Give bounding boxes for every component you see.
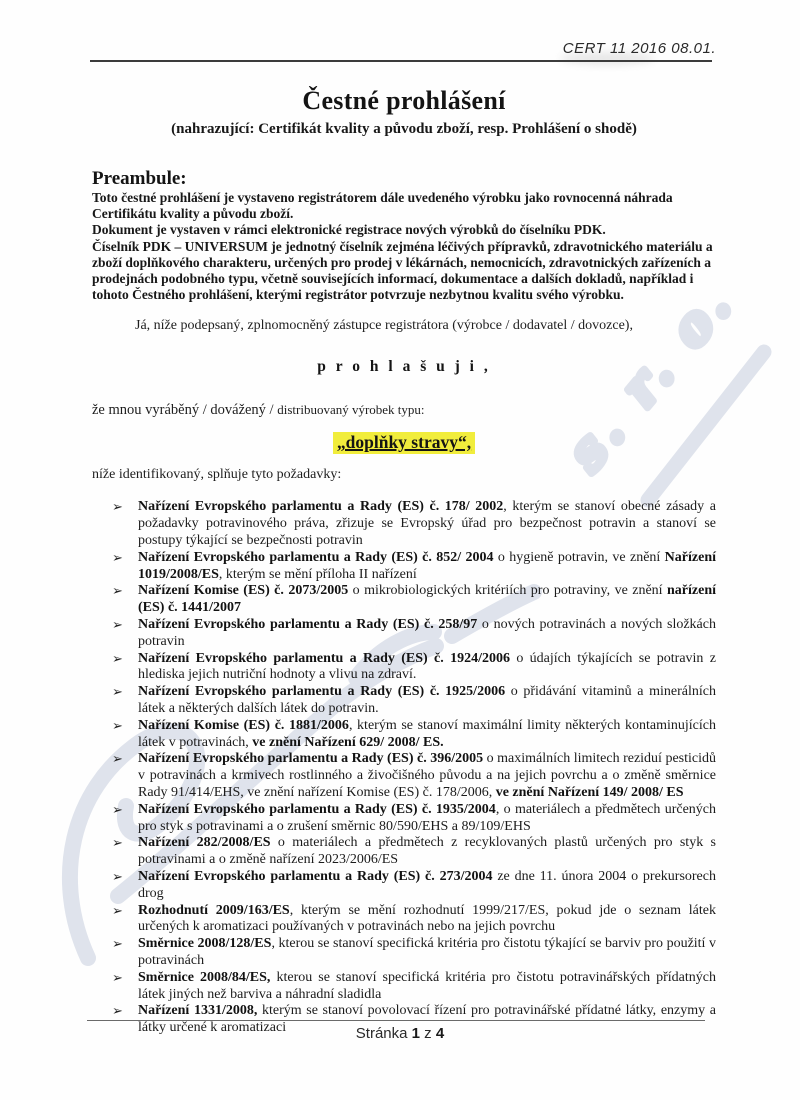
document-code: CERT 11 2016 08.01. xyxy=(562,40,716,57)
arrow-bullet-icon: ➢ xyxy=(112,684,123,700)
arrow-bullet-icon: ➢ xyxy=(112,936,123,952)
watermark-text: s. r. o. xyxy=(555,271,747,483)
requirement-text: o materiálech a předmětech z recyklovaných plastů určených pro styk s potravinami a o změně nařízení 2023/2006/ES xyxy=(138,835,716,868)
requirement-text: kterým se stanoví povolovací řízení pro potravinářské přídatné látky, enzymy a látky určené k aromatizaci xyxy=(138,1003,716,1036)
requirement-text: , o materiálech a předmětech určených pro styk s potravinami a o zrušení směrnic 80/590/EHS a 89/109/EHS xyxy=(138,801,716,834)
arrow-bullet-icon: ➢ xyxy=(112,801,123,817)
requirement-text: , kterým se mění rozhodnutí 1999/217/ES, pokud jde o seznam látek určených k aromatizaci používaných v potravinách nebo na jejich povrchu xyxy=(138,902,716,935)
product-line xyxy=(92,402,716,419)
requirement-text: o nových potravinách a nových složkách potravin xyxy=(138,617,716,649)
requirement-item xyxy=(112,583,716,617)
requirement-text: , kterým se mění příloha II nařízení xyxy=(218,566,417,582)
regulation-reference: Směrnice 2008/84/ES, xyxy=(138,969,271,985)
requirement-item xyxy=(112,499,716,549)
product-line-secondary: distribuovaný výrobek typu: xyxy=(277,402,425,418)
declarant-line: Já, níže podepsaný, zplnomocněný zástupce registrátora (výrobce / dodavatel / dovozce), xyxy=(135,318,633,334)
requirement-text: , kterým se stanoví obecné zásady a požadavky potravinového práva, zřizuje se Evropský úřad pro bezpečnost potravin a stanoví se postupy týkající se bezpečnosti potravin xyxy=(138,499,716,549)
regulation-reference: Směrnice 2008/128/ES xyxy=(138,936,272,952)
requirement-item xyxy=(112,903,716,937)
header-rule xyxy=(90,60,712,62)
regulation-reference: Nařízení 1019/2008/ES xyxy=(138,549,716,582)
requirement-text: o údajích týkajících se potravin z hlediska jejich nutriční hodnoty a vlivu na zdraví. xyxy=(138,650,716,683)
requirement-item xyxy=(112,718,716,752)
regulation-reference: Nařízení Evropského parlamentu a Rady (ES) č. 1935/2004 xyxy=(138,801,496,817)
requirement-item xyxy=(112,651,716,685)
requirement-text: Stránka xyxy=(355,1025,412,1042)
requirement-item xyxy=(112,751,716,801)
regulation-reference: Nařízení Evropského parlamentu a Rady (ES) č. 178/ 2002 xyxy=(138,499,504,515)
requirement-item xyxy=(112,617,716,651)
regulation-reference: Nařízení Evropského parlamentu a Rady (ES) č. 396/2005 xyxy=(138,751,484,767)
regulation-reference: Nařízení Komise (ES) č. 1881/2006 xyxy=(138,717,349,733)
regulation-reference: Nařízení Evropského parlamentu a Rady (ES) č. 1925/2006 xyxy=(138,684,506,700)
requirement-text: o maximálních limitech reziduí pesticidů v potravinách a krmivech rostlinného a živočišného původu a na jejich povrchu a o změně směrnice Rady 91/414/EHS, ve znění nařízení Komise (ES) č. 178/2006, xyxy=(138,751,716,800)
requirement-item xyxy=(112,684,716,718)
footer-rule xyxy=(87,1020,705,1021)
product-type-highlight: „doplňky stravy“, xyxy=(333,432,475,454)
regulation-reference: Nařízení Evropského parlamentu a Rady (ES) č. 273/2004 xyxy=(138,868,493,884)
preamble-heading: Preambule: xyxy=(92,168,187,189)
regulation-reference: Nařízení Komise (ES) č. 2073/2005 xyxy=(138,583,349,599)
regulation-reference: Nařízení Evropského parlamentu a Rady (ES) č. 258/97 xyxy=(138,617,478,632)
arrow-bullet-icon: ➢ xyxy=(112,1003,123,1019)
requirement-text: o hygieně potravin, ve znění xyxy=(493,549,665,565)
requirements-intro: níže identifikovaný, splňuje tyto požadavky: xyxy=(92,467,342,483)
requirement-text: , kterou se stanoví specifická kritéria pro čistotu týkající se barviv pro použití v potravinách xyxy=(138,936,716,968)
requirement-text: z xyxy=(420,1025,436,1042)
preamble-paragraph: Dokument je vystaven v rámci elektronické registrace nových výrobků do číselníku PDK. xyxy=(92,222,606,238)
regulation-reference: Nařízení Evropského parlamentu a Rady (ES) č. 1924/2006 xyxy=(138,650,510,666)
product-line-main: že mnou vyráběný / dovážený / xyxy=(92,402,278,419)
regulation-reference: Rozhodnutí 2009/163/ES xyxy=(138,902,290,918)
arrow-bullet-icon: ➢ xyxy=(112,751,123,767)
preamble-paragraph: Číselník PDK – UNIVERSUM je jednotný číselník zejména léčivých přípravků, zdravotnického materiálu a zboží doplňkového charakteru, určených pro prodej v lékárnách, nemocnicích, zdravotnických zařízeních a prodejnách podobného typu, včetně souvisejících informací, dokumentace a dalších dokladů, například i tohoto Čestného prohlášení, kterými registrátor potvrzuje nezbytnou kvalitu svého výrobku. xyxy=(92,238,713,303)
arrow-bullet-icon: ➢ xyxy=(112,868,123,884)
requirement-item xyxy=(112,936,716,970)
arrow-bullet-icon: ➢ xyxy=(112,499,123,515)
arrow-bullet-icon: ➢ xyxy=(112,583,123,599)
arrow-bullet-icon: ➢ xyxy=(112,617,123,632)
requirement-text: o přidávání vitaminů a minerálních látek a některých dalších látek do potravin. xyxy=(138,684,716,716)
declaration-verb: p r o h l a š u j i , xyxy=(317,358,491,376)
regulation-reference: 4 xyxy=(435,1025,445,1042)
product-type-row xyxy=(92,432,716,454)
arrow-bullet-icon: ➢ xyxy=(112,969,123,985)
requirements-list xyxy=(92,499,716,1037)
requirement-item xyxy=(112,869,716,903)
regulation-reference: Nařízení 282/2008/ES xyxy=(138,835,271,851)
arrow-bullet-icon: ➢ xyxy=(112,549,123,565)
requirement-text: ze dne 11. února 2004 o prekursorech drog xyxy=(138,868,716,901)
requirement-text: o mikrobiologických kritériích pro potraviny, ve znění xyxy=(348,583,667,599)
requirement-text: kterou se stanoví specifická kritéria pro čistotu potravinářských přídatných látek jiných než barviva a náhradní sladidla xyxy=(138,969,716,1002)
requirement-item xyxy=(112,970,716,1004)
requirement-item xyxy=(112,550,716,584)
arrow-bullet-icon: ➢ xyxy=(112,717,123,733)
regulation-reference: Nařízení Evropského parlamentu a Rady (ES) č. 852/ 2004 xyxy=(138,549,494,565)
requirement-item xyxy=(112,835,716,869)
regulation-reference: ve znění Nařízení 149/ 2008/ ES xyxy=(495,784,684,800)
page-footer xyxy=(0,1020,800,1042)
regulation-reference: ve znění Nařízení 629/ 2008/ ES. xyxy=(252,734,444,750)
regulation-reference: 1 xyxy=(411,1025,421,1042)
document-title: Čestné prohlášení xyxy=(302,86,506,115)
requirement-text: , kterým se stanoví maximální limity některých kontaminujících látek v potravinách, xyxy=(138,717,716,750)
document-subtitle: (nahrazující: Certifikát kvality a původu zboží, resp. Prohlášení o shodě) xyxy=(171,121,637,137)
requirement-item xyxy=(112,802,716,836)
arrow-bullet-icon: ➢ xyxy=(112,902,123,918)
regulation-reference: nařízení (ES) č. 1441/2007 xyxy=(138,583,716,616)
regulation-reference: Nařízení 1331/2008, xyxy=(138,1003,258,1019)
preamble-paragraph: Toto čestné prohlášení je vystaveno registrátorem dále uvedeného výrobku jako rovnocenná náhrada Certifikátu kvality a původu zboží. xyxy=(92,190,673,222)
preamble-block xyxy=(92,190,716,303)
arrow-bullet-icon: ➢ xyxy=(112,650,123,666)
page-number xyxy=(0,1025,800,1042)
arrow-bullet-icon: ➢ xyxy=(112,835,123,851)
